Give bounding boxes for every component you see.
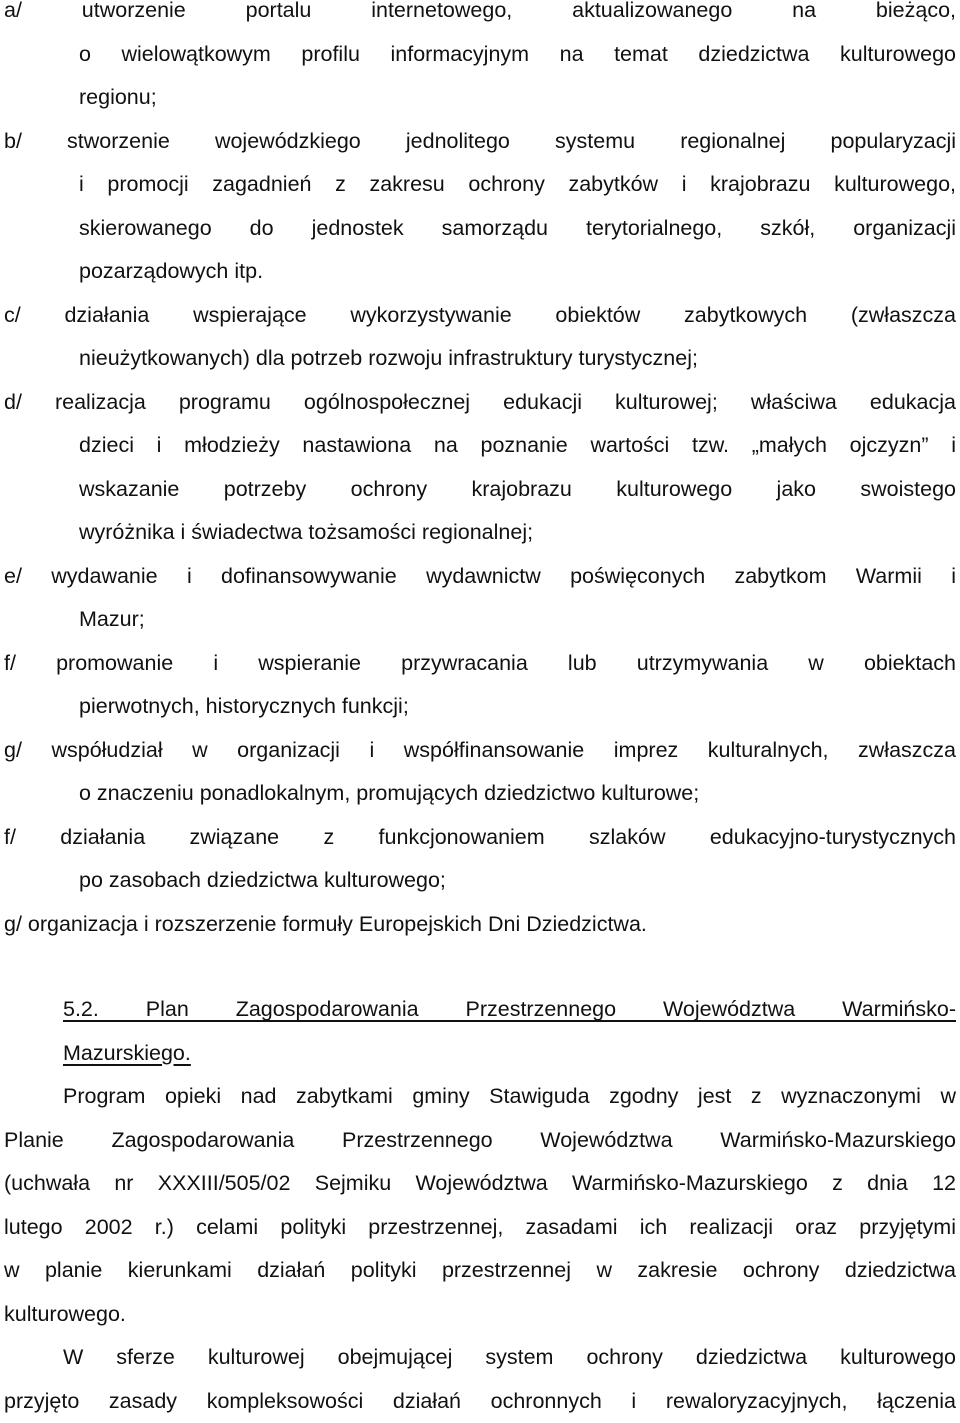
text-line: pierwotnych, historycznych funkcji; xyxy=(0,685,956,729)
text-line: g/ współudział w organizacji i współfinansowanie imprez kulturalnych, zwłaszcza xyxy=(0,729,956,773)
text-line: o wielowątkowym profilu informacyjnym na temat dziedzictwa kulturowego xyxy=(0,33,956,77)
text-line: f/ działania związane z funkcjonowaniem szlaków edukacyjno-turystycznych xyxy=(0,816,956,860)
text-line: skierowanego do jednostek samorządu terytorialnego, szkół, organizacji xyxy=(0,207,956,251)
text-line: wyróżnika i świadectwa tożsamości regionalnej; xyxy=(0,511,956,555)
heading-line: 5.2. Plan Zagospodarowania Przestrzennego Województwa Warmińsko- xyxy=(0,988,956,1032)
text-line: f/ promowanie i wspieranie przywracania lub utrzymywania w obiektach xyxy=(0,642,956,686)
text-line: pozarządowych itp. xyxy=(0,250,956,294)
list-item-a xyxy=(0,0,956,120)
section-heading xyxy=(0,988,956,1075)
text-line: Program opieki nad zabytkami gminy Stawiguda zgodny jest z wyznaczonymi w xyxy=(0,1075,956,1119)
text-line: dzieci i młodzieży nastawiona na poznanie wartości tzw. „małych ojczyzn” i xyxy=(0,424,956,468)
text-line: Planie Zagospodarowania Przestrzennego Województwa Warmińsko-Mazurskiego xyxy=(0,1119,956,1163)
list-item-f2 xyxy=(0,816,956,903)
text-line: b/ stworzenie wojewódzkiego jednolitego systemu regionalnej popularyzacji xyxy=(0,120,956,164)
text-line: regionu; xyxy=(0,76,956,120)
text-line: W sferze kulturowej obejmującej system ochrony dziedzictwa kulturowego xyxy=(0,1336,956,1380)
text-line: c/ działania wspierające wykorzystywanie obiektów zabytkowych (zwłaszcza xyxy=(0,294,956,338)
heading-line: Mazurskiego. xyxy=(0,1032,956,1076)
text-line: i promocji zagadnień z zakresu ochrony zabytków i krajobrazu kulturowego, xyxy=(0,163,956,207)
text-line: o znaczeniu ponadlokalnym, promujących dziedzictwo kulturowe; xyxy=(0,772,956,816)
text-line: g/ organizacja i rozszerzenie formuły Europejskich Dni Dziedzictwa. xyxy=(0,903,956,947)
list-item-c xyxy=(0,294,956,381)
text-line: w planie kierunkami działań polityki przestrzennej w zakresie ochrony dziedzictwa xyxy=(0,1249,956,1293)
text-line: a/ utworzenie portalu internetowego, aktualizowanego na bieżąco, xyxy=(0,0,956,33)
text-line: (uchwała nr XXXIII/505/02 Sejmiku Województwa Warmińsko-Mazurskiego z dnia 12 xyxy=(0,1162,956,1206)
paragraph-1 xyxy=(0,1075,956,1336)
text-line: nieużytkowanych) dla potrzeb rozwoju infrastruktury turystycznej; xyxy=(0,337,956,381)
text-line: d/ realizacja programu ogólnospołecznej edukacji kulturowej; właściwa edukacja xyxy=(0,381,956,425)
list-item-e xyxy=(0,555,956,642)
text-line: lutego 2002 r.) celami polityki przestrzennej, zasadami ich realizacji oraz przyjętymi xyxy=(0,1206,956,1250)
text-line: e/ wydawanie i dofinansowywanie wydawnictw poświęconych zabytkom Warmii i xyxy=(0,555,956,599)
list-item-f xyxy=(0,642,956,729)
text-line: wskazanie potrzeby ochrony krajobrazu kulturowego jako swoistego xyxy=(0,468,956,512)
list-item-g xyxy=(0,729,956,816)
text-line: kulturowego. xyxy=(0,1293,956,1337)
list-item-d xyxy=(0,381,956,555)
list-item-g2 xyxy=(0,903,956,947)
list-item-b xyxy=(0,120,956,294)
paragraph-2 xyxy=(0,1336,956,1423)
text-line: przyjęto zasady kompleksowości działań ochronnych i rewaloryzacyjnych, łączenia xyxy=(0,1380,956,1423)
text-line: po zasobach dziedzictwa kulturowego; xyxy=(0,859,956,903)
text-line: Mazur; xyxy=(0,598,956,642)
